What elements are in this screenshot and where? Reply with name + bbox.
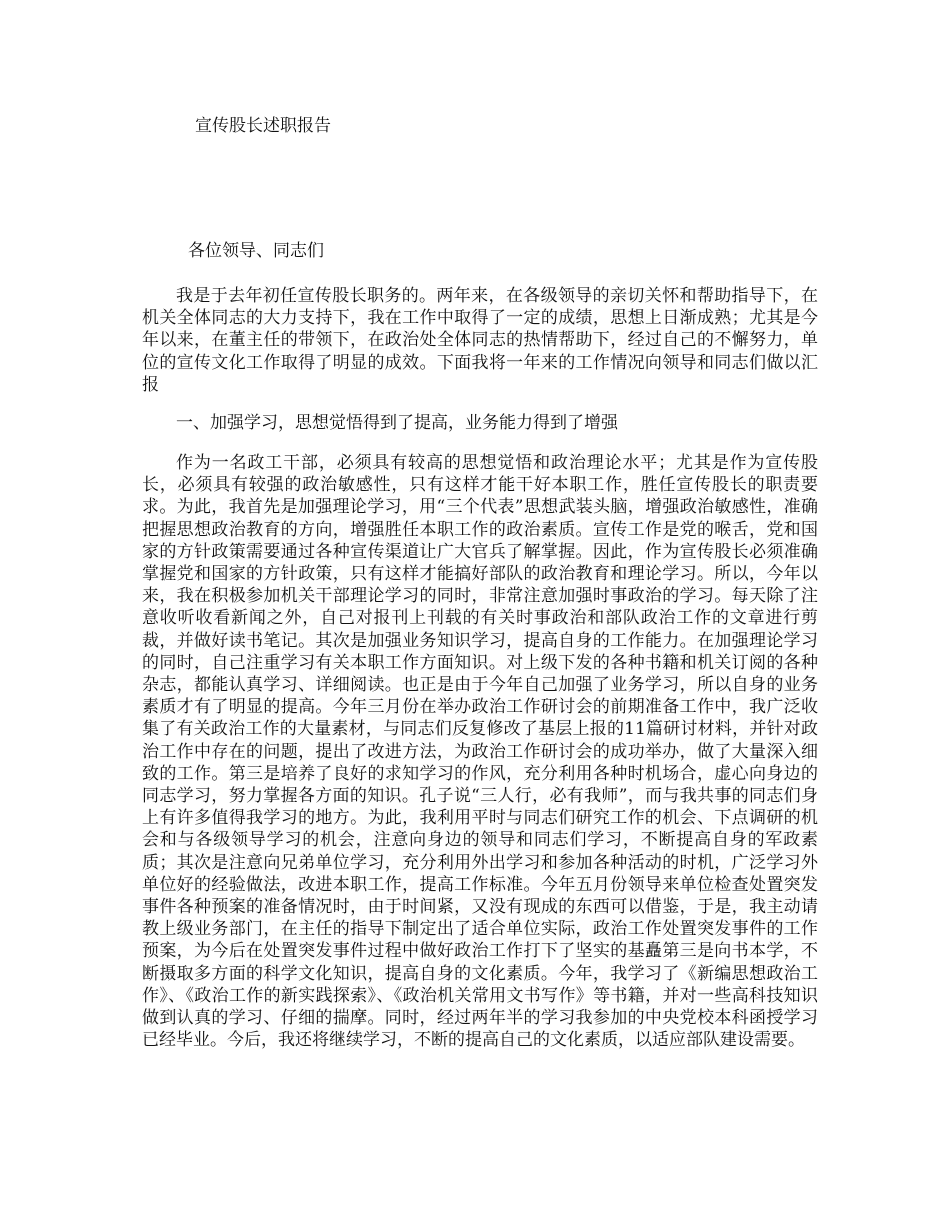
intro-paragraph: 我是于去年初任宣传股长职务的。两年来，在各级领导的亲切关怀和帮助指导下，在机关全体同志的大力支持下，我在工作中取得了一定的成绩，思想上日渐成熟；尤其是今年以来，在董主任的带领下，在政治处全体同志的热情帮助下，经过自己的不懈努力，单位的宣传文化工作取得了明显的成效。下面我将一年来的工作情况向领导和同志们做以汇报 [142, 286, 818, 395]
document-title: 宣传股长述职报告 [195, 116, 331, 136]
section-body-paragraph: 作为一名政工干部，必须具有较高的思想觉悟和政治理论水平；尤其是作为宣传股长，必须具有较强的政治敏感性，只有这样才能干好本职工作，胜任宣传股长的职责要求。为此，我首先是加强理论学习，用“三个代表”思想武装头脑，增强政治敏感性，准确把握思想政治教育的方向，增强胜任本职工作的政治素质。宣传工作是党的喉舌，党和国家的方针政策需要通过各种宣传渠道让广大官兵了解掌握。因此，作为宣传股长必须准确掌握党和国家的方针政策，只有这样才能搞好部队的政治教育和理论学习。所以，今年以来，我在积极参加机关干部理论学习的同时，非常注意加强时事政治的学习。每天除了注意收听收看新闻之外，自己对报刊上刊载的有关时事政治和部队政治工作的文章进行剪裁，并做好读书笔记。其次是加强业务知识学习，提高自身的工作能力。在加强理论学习的同时，自己注重学习有关本职工作方面知识。对上级下发的各种书籍和机关订阅的各种杂志，都能认真学习、详细阅读。也正是由于今年自己加强了业务学习，所以自身的业务素质才有了明显的提高。今年三月份在举办政治工作研讨会的前期准备工作中，我广泛收集了有关政治工作的大量素材，与同志们反复修改了基层上报的11篇研讨材料，并针对政治工作中存在的问题，提出了改进方法，为政治工作研讨会的成功举办，做了大量深入细致的工作。第三是培养了良好的求知学习的作风，充分利用各种时机场合，虚心向身边的同志学习，努力掌握各方面的知识。孔子说“三人行，必有我师”，而与我共事的同志们身上有许多值得我学习的地方。为此，我利用平时与同志们研究工作的机会、下点调研的机会和与各级领导学习的机会，注意向身边的领导和同志们学习，不断提高自身的军政素质；其次是注意向兄弟单位学习，充分利用外出学习和参加各种活动的时机，广泛学习外单位好的经验做法，改进本职工作，提高工作标准。今年五月份领导来单位检查处置突发事件各种预案的准备情况时，由于时间紧，又没有现成的东西可以借鉴，于是，我主动请教上级业务部门，在主任的指导下制定出了适合单位实际，政治工作处置突发事件的工作预案，为今后在处置突发事件过程中做好政治工作打下了坚实的基矗第三是向书本学，不断摄取多方面的科学文化知识，提高自身的文化素质。今年，我学习了《新编思想政治工作》、《政治工作的新实践探索》、《政治机关常用文书写作》等书籍，并对一些高科技知识做到认真的学习、仔细的揣摩。同时，经过两年半的学习我参加的中央党校本科函授学习已经毕业。今后，我还将继续学习，不断的提高自己的文化素质，以适应部队建设需要。 [142, 453, 818, 1051]
salutation: 各位领导、同志们 [188, 241, 324, 261]
section-heading: 一、加强学习，思想觉悟得到了提高，业务能力得到了增强 [176, 413, 618, 433]
